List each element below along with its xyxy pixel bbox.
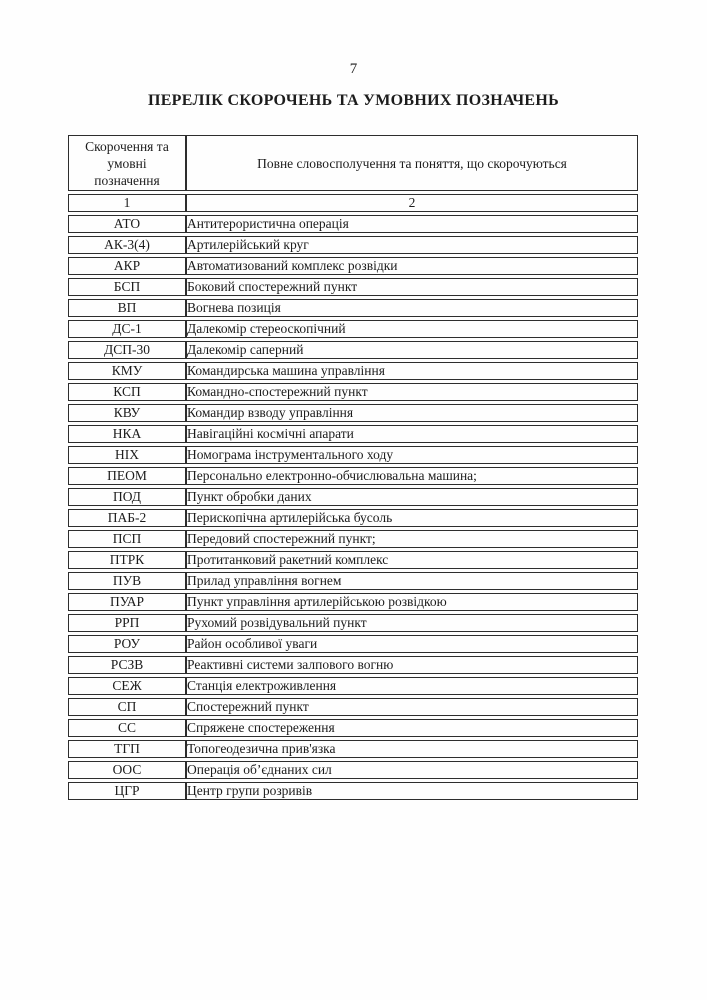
abbreviation-cell: АКР [68,257,186,275]
abbreviation-cell: БСП [68,278,186,296]
table-row [68,593,638,611]
table-row [68,425,638,443]
full-phrase-cell: Автоматизований комплекс розвідки [186,257,638,275]
abbreviation-cell: ЦГР [68,782,186,800]
abbreviation-cell: РРП [68,614,186,632]
abbreviation-cell: ПУВ [68,572,186,590]
table-row [68,488,638,506]
page-number: 7 [349,61,358,77]
table-row [68,614,638,632]
abbreviation-cell: АК-3(4) [68,236,186,254]
full-phrase-cell: Навігаційні космічні апарати [186,425,638,443]
abbreviation-cell: ПУАР [68,593,186,611]
full-phrase-cell: Спряжене спостереження [186,719,638,737]
table-row [68,719,638,737]
column-numbering-row [68,194,638,212]
abbreviations-table [68,132,638,803]
full-phrase-cell: Пункт управління артилерійською розвідкою [186,593,638,611]
full-phrase-cell: Протитанковий ракетний комплекс [186,551,638,569]
full-phrase-cell: Далекомір саперний [186,341,638,359]
abbreviation-cell: ПОД [68,488,186,506]
table-row [68,467,638,485]
abbreviation-cell: ПАБ-2 [68,509,186,527]
full-phrase-cell: Район особливої уваги [186,635,638,653]
full-phrase-cell: Центр групи розривів [186,782,638,800]
abbreviation-cell: АТО [68,215,186,233]
full-phrase-cell: Реактивні системи залпового вогню [186,656,638,674]
abbreviation-cell: ПТРК [68,551,186,569]
full-phrase-cell: Артилерійський круг [186,236,638,254]
full-phrase-cell: Спостережний пункт [186,698,638,716]
table-row [68,278,638,296]
full-phrase-cell: Персонально електронно-обчислювальна машина; [186,467,638,485]
table-row [68,257,638,275]
table-row [68,740,638,758]
full-phrase-cell: Операція об’єднаних сил [186,761,638,779]
full-phrase-cell: Прилад управління вогнем [186,572,638,590]
abbreviation-cell: ПСП [68,530,186,548]
abbreviation-cell: КМУ [68,362,186,380]
table-row [68,635,638,653]
table-row [68,782,638,800]
column-number-1: 1 [68,194,186,212]
table-row [68,677,638,695]
table-row [68,530,638,548]
full-phrase-cell: Передовий спостережний пункт; [186,530,638,548]
abbreviation-cell: ТГП [68,740,186,758]
abbreviation-cell: ДСП-30 [68,341,186,359]
header-fullname-column: Повне словосполучення та поняття, що скорочуються [186,135,638,191]
full-phrase-cell: Вогнева позиція [186,299,638,317]
abbreviation-cell: НКА [68,425,186,443]
abbreviation-cell: ВП [68,299,186,317]
table-row [68,383,638,401]
table-row [68,551,638,569]
table-header-row [68,135,638,191]
full-phrase-cell: Командир взводу управління [186,404,638,422]
table-row [68,446,638,464]
full-phrase-cell: Антитерористична операція [186,215,638,233]
abbreviation-cell: КВУ [68,404,186,422]
full-phrase-cell: Номограма інструментального ходу [186,446,638,464]
full-phrase-cell: Командно-спостережний пункт [186,383,638,401]
header-abbreviation-column: Скорочення та умовні позначення [68,135,186,191]
full-phrase-cell: Станція електроживлення [186,677,638,695]
abbreviation-cell: ДС-1 [68,320,186,338]
abbreviation-cell: РОУ [68,635,186,653]
page-title: ПЕРЕЛІК СКОРОЧЕНЬ ТА УМОВНИХ ПОЗНАЧЕНЬ [147,92,560,109]
table-row [68,362,638,380]
table-row [68,698,638,716]
full-phrase-cell: Рухомий розвідувальний пункт [186,614,638,632]
abbreviation-cell: СЕЖ [68,677,186,695]
table-row [68,341,638,359]
table-row [68,761,638,779]
abbreviation-cell: ПЕОМ [68,467,186,485]
full-phrase-cell: Боковий спостережний пункт [186,278,638,296]
table-row [68,215,638,233]
table-row [68,572,638,590]
table-row [68,509,638,527]
abbreviation-cell: ООС [68,761,186,779]
abbreviation-cell: НІХ [68,446,186,464]
table-body [68,135,638,800]
table-row [68,299,638,317]
abbreviation-cell: КСП [68,383,186,401]
abbreviation-cell: РСЗВ [68,656,186,674]
table-row [68,236,638,254]
abbreviations-table-container [68,132,638,803]
table-row [68,404,638,422]
table-row [68,320,638,338]
full-phrase-cell: Перископічна артилерійська бусоль [186,509,638,527]
full-phrase-cell: Командирська машина управління [186,362,638,380]
full-phrase-cell: Далекомір стереоскопічний [186,320,638,338]
column-number-2: 2 [186,194,638,212]
full-phrase-cell: Топогеодезична прив'язка [186,740,638,758]
abbreviation-cell: СС [68,719,186,737]
abbreviation-cell: СП [68,698,186,716]
table-row [68,656,638,674]
full-phrase-cell: Пункт обробки даних [186,488,638,506]
